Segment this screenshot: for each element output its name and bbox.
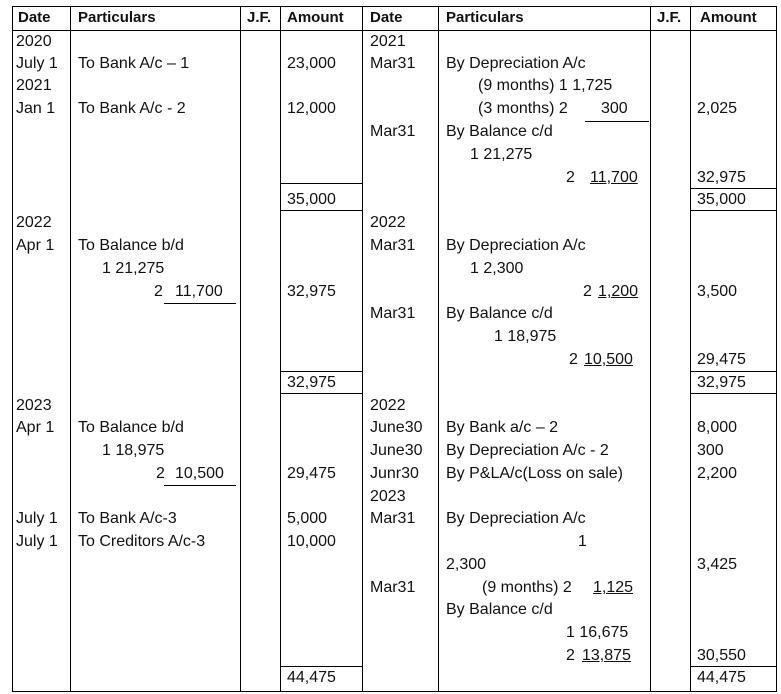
balance-detail: 1 18,975 [102,442,165,459]
balance-detail-value: 11,700 [175,283,223,300]
cr-total: 44,475 [697,669,746,686]
entry-date: Junr30 [370,465,419,482]
dr-total: 35,000 [287,191,336,208]
entry-particulars: To Bank A/c – 1 [78,55,190,72]
entry-particulars: By P&LA/c(Loss on sale) [446,465,623,482]
entry-amount: 2,025 [697,100,738,117]
entry-date: Mar31 [370,237,416,254]
entry-amount: 23,000 [287,55,336,72]
depreciation-detail-value: 1,125 [593,579,634,596]
total-rule-bottom [280,393,362,394]
total-rule-bottom [690,393,776,394]
entry-particulars: By Depreciation A/c [446,237,586,254]
subtotal-rule [585,121,649,122]
year-label: 2022 [370,397,406,414]
entry-amount: 29,475 [697,351,746,368]
total-rule-bottom [690,210,776,211]
depreciation-detail: 2,300 [446,556,487,573]
subtotal-rule [164,485,236,486]
entry-date: Jan 1 [16,100,56,117]
year-label: 2021 [370,33,406,50]
header-jf-dr: J.F. [247,9,272,26]
header-jf-cr: J.F. [657,9,682,26]
entry-amount: 29,475 [287,465,336,482]
year-label: 2020 [16,33,52,50]
entry-date: Mar31 [370,510,416,527]
year-label: 2021 [16,77,52,94]
cr-total: 35,000 [697,191,746,208]
entry-date: July 1 [16,55,58,72]
entry-particulars: By Bank a/c – 2 [446,419,559,436]
year-label: 2022 [16,214,52,231]
entry-amount: 32,975 [697,169,746,186]
table-top-border [12,6,776,7]
header-date-cr: Date [370,9,403,26]
col-divider-date-particulars-dr [70,6,71,692]
col-divider-particulars-jf-dr [240,6,241,692]
balance-detail-value: 10,500 [584,351,633,368]
entry-amount: 5,000 [287,510,328,527]
depreciation-detail: 1 [578,533,587,550]
entry-particulars: By Depreciation A/c [446,510,586,527]
total-rule-top [690,666,776,667]
entry-date: June30 [370,442,423,459]
col-divider-jf-amount-cr [690,6,691,692]
total-rule-bottom [280,210,362,211]
entry-date: Mar31 [370,123,416,140]
header-amount-cr: Amount [700,9,757,26]
subtotal-rule [164,303,236,304]
entry-particulars: By Depreciation A/c - 2 [446,442,609,459]
balance-detail-value: 10,500 [175,465,224,482]
total-rule-top [280,371,362,372]
total-rule-top [690,371,776,372]
entry-date: June30 [370,419,423,436]
entry-amount: 300 [697,442,724,459]
total-rule-top [280,183,362,184]
entry-date: July 1 [16,510,58,527]
entry-date: Apr 1 [16,237,55,254]
entry-particulars: To Bank A/c-3 [78,510,177,527]
entry-particulars: To Bank A/c - 2 [78,100,186,117]
header-rule [12,30,776,31]
col-divider-center [362,6,363,692]
col-border-left [12,6,13,692]
balance-detail: 1 16,675 [566,624,629,641]
table-bottom-border [12,691,776,692]
balance-detail-label: 2 [566,169,575,186]
entry-date: Mar31 [370,55,416,72]
entry-amount: 3,425 [697,556,738,573]
entry-amount: 32,975 [287,283,336,300]
entry-particulars: By Balance c/d [446,123,553,140]
balance-detail: 1 21,275 [470,146,533,163]
col-divider-particulars-jf-cr [650,6,651,692]
entry-amount: 8,000 [697,419,738,436]
year-label: 2022 [370,214,406,231]
dr-total: 32,975 [287,374,336,391]
balance-detail-label: 2 [566,647,575,664]
entry-particulars: To Balance b/d [78,419,184,436]
depreciation-detail-value: 1,200 [598,283,639,300]
header-particulars-cr: Particulars [446,9,524,26]
depreciation-detail-label: (3 months) 2 [478,100,568,117]
balance-detail: 1 21,275 [102,260,165,277]
entry-date: Mar31 [370,305,416,322]
header-date-dr: Date [18,9,51,26]
year-label: 2023 [16,397,52,414]
depreciation-detail: 1 2,300 [470,260,524,277]
col-divider-date-particulars-cr [438,6,439,692]
depreciation-detail-label: 2 [583,283,592,300]
total-rule-top [280,666,362,667]
balance-detail-value: 13,875 [582,647,631,664]
header-amount-dr: Amount [287,9,344,26]
depreciation-detail-label: (9 months) 2 [482,579,572,596]
cr-total: 32,975 [697,374,746,391]
balance-detail-label: 2 [156,465,165,482]
entry-particulars: To Creditors A/c-3 [78,533,206,550]
col-border-right [776,6,777,692]
entry-amount: 12,000 [287,100,336,117]
balance-detail: 1 18,975 [494,328,557,345]
entry-date: Mar31 [370,579,416,596]
header-particulars-dr: Particulars [78,9,156,26]
entry-date: July 1 [16,533,58,550]
entry-amount: 3,500 [697,283,738,300]
depreciation-detail-value: 300 [601,100,628,117]
year-label: 2023 [370,488,406,505]
balance-detail-label: 2 [569,351,578,368]
entry-amount: 2,200 [697,465,738,482]
entry-particulars: By Balance c/d [446,601,553,618]
balance-detail-label: 2 [154,283,163,300]
entry-amount: 10,000 [287,533,336,550]
depreciation-detail: (9 months) 1 1,725 [478,77,613,94]
total-rule-top [690,188,776,189]
entry-particulars: To Balance b/d [78,237,184,254]
dr-total: 44,475 [287,669,336,686]
balance-detail-value: 11,700 [590,169,638,186]
col-divider-jf-amount-dr [280,6,281,692]
entry-particulars: By Balance c/d [446,305,553,322]
entry-particulars: By Depreciation A/c [446,55,586,72]
entry-date: Apr 1 [16,419,55,436]
entry-amount: 30,550 [697,647,746,664]
